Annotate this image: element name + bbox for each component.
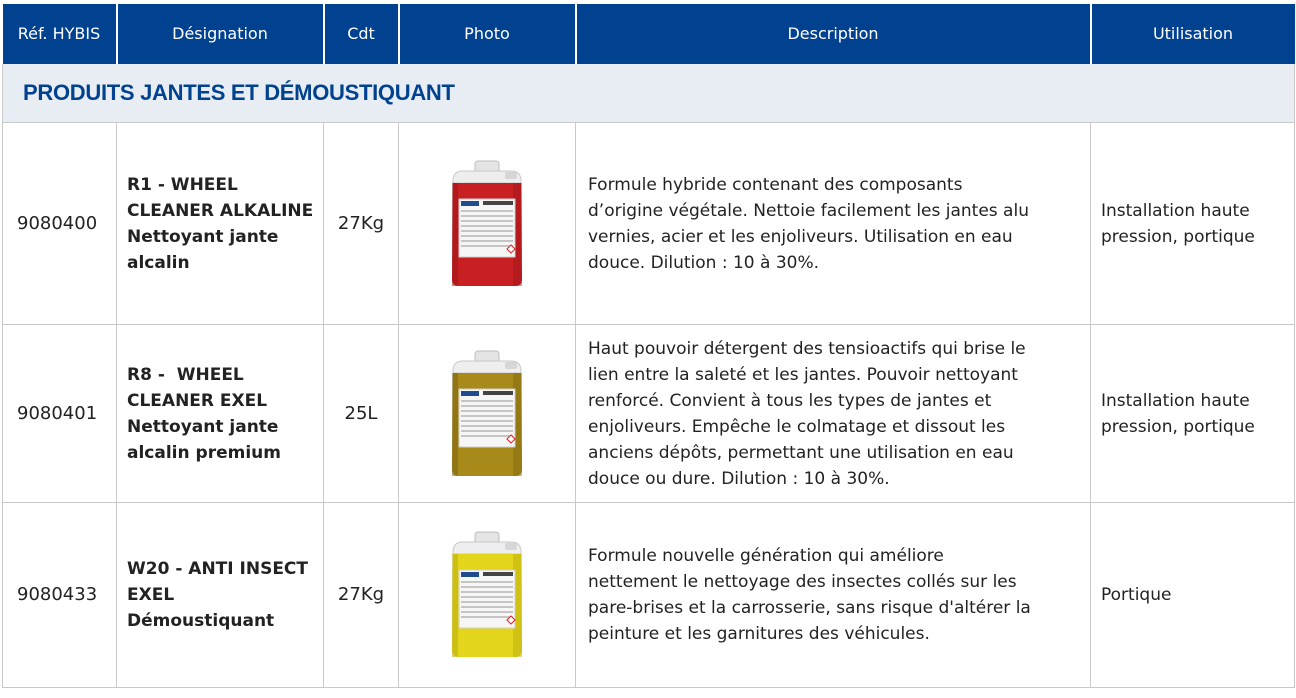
designation-line: Nettoyant jante: [127, 226, 279, 247]
product-designation: [117, 325, 324, 503]
designation-line: EXEL: [127, 585, 175, 605]
utilisation-line: pression, portique: [1101, 226, 1255, 247]
product-designation: [117, 123, 324, 325]
section-title: PRODUITS JANTES ET DÉMOUSTIQUANT: [3, 64, 1295, 123]
product-utilisation: [1091, 325, 1295, 503]
product-designation: [117, 503, 324, 688]
product-utilisation: [1091, 123, 1295, 325]
description-line: Haut pouvoir détergent des tensioactifs qui brise le: [588, 338, 1026, 359]
utilisation-line: Installation haute: [1101, 200, 1250, 221]
product-description: [576, 503, 1091, 688]
header-photo: Photo: [399, 4, 576, 64]
designation-line: R8 - WHEEL: [127, 364, 244, 385]
description-line: Formule nouvelle génération qui améliore: [588, 546, 944, 566]
yellow-jerrycan-icon: [447, 530, 527, 660]
designation-line: R1 - WHEEL: [127, 174, 238, 195]
header-ref: Réf. HYBIS: [3, 4, 117, 64]
description-line: renforcé. Convient à tous les types de jantes et: [588, 390, 992, 411]
utilisation-line: pression, portique: [1101, 416, 1255, 437]
header-designation: Désignation: [117, 4, 324, 64]
description-line: lien entre la saleté et les jantes. Pouvoir nettoyant: [588, 364, 1018, 385]
utilisation-line: Portique: [1101, 585, 1172, 605]
header-description: Description: [576, 4, 1091, 64]
product-cdt: 25L: [324, 325, 399, 503]
product-cdt: 27Kg: [324, 503, 399, 688]
header-cdt: Cdt: [324, 4, 399, 64]
section-row: [3, 64, 1295, 123]
description-line: douce ou dure. Dilution : 10 à 30%.: [588, 468, 890, 489]
designation-line: W20 - ANTI INSECT: [127, 559, 309, 579]
description-line: nettement le nettoyage des insectes collés sur les: [588, 572, 1017, 592]
product-cdt: 27Kg: [324, 123, 399, 325]
product-ref: 9080433: [3, 503, 117, 688]
description-line: pare-brises et la carrosserie, sans risque d'altérer la: [588, 598, 1031, 618]
description-line: vernies, acier et les enjoliveurs. Utilisation en eau: [588, 226, 1013, 247]
designation-line: alcalin premium: [127, 442, 281, 463]
description-line: douce. Dilution : 10 à 30%.: [588, 252, 820, 273]
designation-line: CLEANER ALKALINE: [127, 200, 314, 221]
product-description: [576, 325, 1091, 503]
description-line: peinture et les garnitures des véhicules.: [588, 624, 930, 644]
product-row: [3, 503, 1295, 688]
product-ref: 9080401: [3, 325, 117, 503]
designation-line: CLEANER EXEL: [127, 390, 268, 411]
product-row: [3, 325, 1295, 503]
product-description: [576, 123, 1091, 325]
description-line: enjoliveurs. Empêche le colmatage et dissout les: [588, 416, 1006, 437]
header-utilisation: Utilisation: [1091, 4, 1295, 64]
description-line: anciens dépôts, permettant une utilisation en eau: [588, 442, 1014, 463]
designation-line: Démoustiquant: [127, 611, 275, 631]
product-ref: 9080400: [3, 123, 117, 325]
product-row: [3, 123, 1295, 325]
description-line: Formule hybride contenant des composants: [588, 174, 963, 195]
designation-line: alcalin: [127, 252, 190, 273]
product-photo: [399, 123, 576, 325]
product-photo: [399, 325, 576, 503]
description-line: d’origine végétale. Nettoie facilement les jantes alu: [588, 200, 1029, 221]
designation-line: Nettoyant jante: [127, 416, 279, 437]
utilisation-line: Installation haute: [1101, 390, 1250, 411]
header-row: [3, 4, 1295, 64]
red-jerrycan-icon: [447, 159, 527, 289]
product-photo: [399, 503, 576, 688]
product-utilisation: [1091, 503, 1295, 688]
amber-jerrycan-icon: [447, 349, 527, 479]
product-table: [2, 4, 1295, 688]
